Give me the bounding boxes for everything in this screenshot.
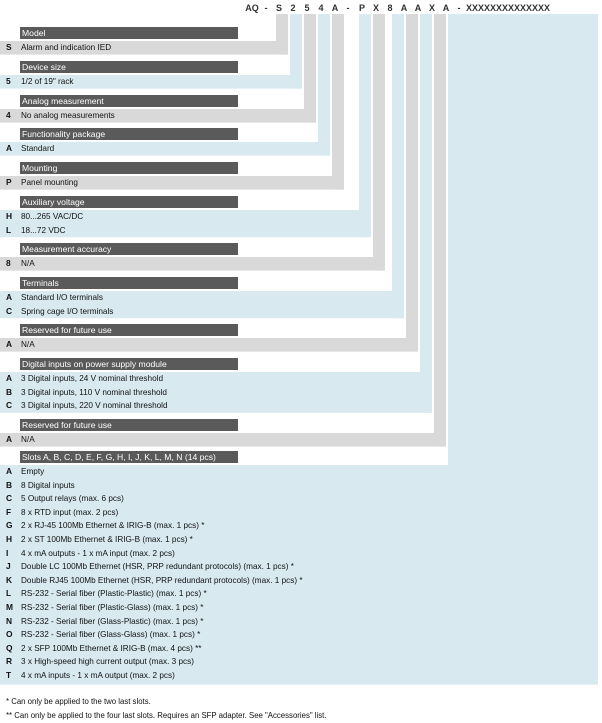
option-row	[0, 669, 448, 682]
section-heading: Slots A, B, C, D, E, F, G, H, I, J, K, L, M, N (14 pcs)	[20, 451, 238, 463]
option-text: 4 x mA inputs - 1 x mA output (max. 2 pcs)	[21, 671, 175, 680]
option-code: T	[6, 670, 12, 680]
option-text: RS-232 - Serial fiber (Glass-Plastic) (max. 1 pcs) *	[21, 616, 204, 626]
option-text: Double LC 100Mb Ethernet (HSR, PRP redundant protocols) (max. 1 pcs) *	[21, 562, 294, 572]
code-char: S	[275, 3, 282, 13]
option-code: F	[6, 506, 12, 517]
section-heading: Reserved for future use	[20, 324, 238, 336]
code-char: 4	[318, 3, 324, 13]
option-code: K	[6, 574, 13, 585]
option-text: Alarm and indication IED	[21, 43, 112, 52]
option-code: A	[6, 466, 13, 476]
option-text: 18...72 VDC	[21, 225, 66, 235]
code-connector	[406, 14, 418, 352]
option-text: 2 x RJ-45 100Mb Ethernet & IRIG-B (max. 1 pcs) *	[21, 521, 205, 531]
option-code: A	[6, 339, 13, 349]
option-code: L	[6, 588, 12, 599]
option-row	[0, 109, 304, 122]
option-text: RS-232 - Serial fiber (Plastic-Plastic) (max. 1 pcs) *	[21, 589, 207, 599]
code-char: A	[442, 3, 450, 13]
option-code: C	[6, 400, 13, 411]
option-text: Panel mounting	[21, 178, 78, 187]
option-text: N/A	[21, 259, 35, 268]
code-char: AQ	[245, 3, 259, 13]
option-code: Q	[6, 642, 13, 653]
option-row	[0, 533, 448, 546]
option-code: 8	[6, 258, 11, 268]
option-text: 3 Digital inputs, 24 V nominal threshold	[21, 374, 163, 383]
option-code: P	[6, 177, 12, 187]
option-text: N/A	[21, 340, 35, 349]
code-char: 2	[290, 3, 296, 13]
option-text: 1/2 of 19" rack	[21, 77, 74, 86]
option-text: 8 Digital inputs	[21, 480, 75, 490]
option-row	[0, 492, 448, 505]
option-row	[0, 628, 448, 641]
option-code: C	[6, 305, 13, 316]
code-connector	[276, 14, 288, 55]
option-text: RS-232 - Serial fiber (Plastic-Glass) (max. 1 pcs) *	[21, 603, 204, 612]
option-code: 5	[6, 76, 11, 86]
option-text: 3 Digital inputs, 220 V nominal threshold	[21, 401, 168, 411]
option-code: O	[6, 629, 13, 640]
option-row	[0, 642, 448, 655]
code-char: X	[372, 3, 379, 13]
option-code: B	[6, 386, 13, 397]
option-text: 2 x SFP 100Mb Ethernet & IRIG-B (max. 4 pcs) **	[21, 643, 202, 653]
code-connector	[318, 14, 330, 156]
option-row	[0, 142, 318, 155]
option-row	[0, 519, 448, 532]
option-text: Standard	[21, 144, 55, 153]
option-row	[0, 372, 420, 385]
option-code: L	[6, 224, 12, 235]
option-row	[0, 506, 448, 519]
option-text: N/A	[21, 435, 35, 444]
option-text: 3 x High-speed high current output (max. 3 pcs)	[21, 657, 194, 667]
option-code: A	[6, 373, 13, 383]
footnote: ** Can only be applied to the four last slots. Requires an SFP adapter. See "Accessories" list.	[6, 711, 327, 720]
option-row	[0, 305, 392, 318]
code-connector	[392, 14, 404, 318]
option-code: H	[6, 211, 13, 221]
option-row	[0, 574, 448, 587]
section-heading: Reserved for future use	[20, 419, 238, 431]
option-text: No analog measurements	[21, 111, 115, 120]
option-code: C	[6, 493, 13, 504]
code-char: -	[346, 3, 350, 13]
option-code: J	[6, 561, 11, 572]
option-row	[0, 587, 448, 600]
code-connector	[420, 14, 432, 413]
option-code: A	[6, 292, 13, 302]
code-connector	[359, 14, 371, 237]
option-code: A	[6, 434, 13, 444]
footnote: * Can only be applied to the two last slots.	[6, 697, 151, 706]
option-row	[0, 291, 392, 304]
option-code: R	[6, 656, 13, 667]
code-char: P	[358, 3, 365, 13]
section-heading: Analog measurement	[20, 95, 238, 107]
option-row	[0, 75, 290, 88]
section-heading: Measurement accuracy	[20, 243, 238, 255]
option-text: 8 x RTD input (max. 2 pcs)	[21, 507, 119, 517]
code-connector	[434, 14, 446, 447]
option-row	[0, 257, 373, 270]
slots-connector	[453, 14, 598, 465]
code-connector	[373, 14, 385, 271]
section-heading: Auxiliary voltage	[20, 196, 238, 208]
code-char: A	[331, 3, 339, 13]
option-code: M	[6, 602, 13, 612]
option-row	[0, 386, 420, 399]
section-heading: Mounting	[20, 162, 238, 174]
option-text: RS-232 - Serial fiber (Glass-Glass) (max. 1 pcs) *	[21, 630, 201, 640]
option-row	[0, 41, 276, 54]
option-text: 5 Output relays (max. 6 pcs)	[21, 494, 124, 504]
option-code: 4	[6, 110, 11, 120]
option-row	[0, 615, 448, 628]
code-char: -	[264, 3, 268, 13]
option-row	[0, 224, 359, 237]
code-char: A	[400, 3, 408, 13]
code-connector	[290, 14, 302, 89]
code-connector	[304, 14, 316, 123]
option-text: Standard I/O terminals	[21, 293, 103, 302]
option-code: A	[6, 143, 13, 153]
option-row	[0, 601, 448, 614]
option-text: Spring cage I/O terminals	[21, 306, 114, 316]
section-heading: Functionality package	[20, 128, 238, 140]
option-row	[0, 399, 420, 412]
option-row	[0, 560, 448, 573]
option-code: N	[6, 615, 13, 626]
code-char: -	[457, 3, 461, 13]
code-connector	[448, 14, 460, 683]
option-code: S	[6, 42, 12, 52]
option-text: 2 x ST 100Mb Ethernet & IRIG-B (max. 1 pcs) *	[21, 535, 193, 544]
section-heading: Model	[20, 27, 238, 39]
code-char: 5	[304, 3, 310, 13]
code-char: XXXXXXXXXXXXXX	[466, 3, 551, 13]
section-heading: Device size	[20, 61, 238, 73]
option-code: H	[6, 534, 13, 544]
code-connector	[332, 14, 344, 190]
code-char: 8	[387, 3, 393, 13]
option-row	[0, 465, 448, 478]
option-code: G	[6, 520, 13, 531]
option-row	[0, 655, 448, 668]
option-text: Empty	[21, 467, 45, 476]
option-row	[0, 210, 359, 223]
option-code: B	[6, 479, 13, 490]
section-heading: Terminals	[20, 277, 238, 289]
code-char: A	[414, 3, 422, 13]
option-row	[0, 176, 332, 189]
option-row	[0, 479, 448, 492]
code-char: X	[428, 3, 435, 13]
section-heading: Digital inputs on power supply module	[20, 358, 238, 370]
option-row	[0, 338, 406, 351]
option-text: 4 x mA outputs - 1 x mA input (max. 2 pcs)	[21, 548, 175, 558]
option-text: Double RJ45 100Mb Ethernet (HSR, PRP redundant protocols) (max. 1 pcs) *	[21, 575, 303, 585]
option-text: 3 Digital inputs, 110 V nominal threshold	[21, 387, 167, 397]
option-row	[0, 433, 434, 446]
option-row	[0, 547, 448, 560]
option-text: 80...265 VAC/DC	[21, 212, 84, 221]
option-code: I	[6, 547, 9, 558]
